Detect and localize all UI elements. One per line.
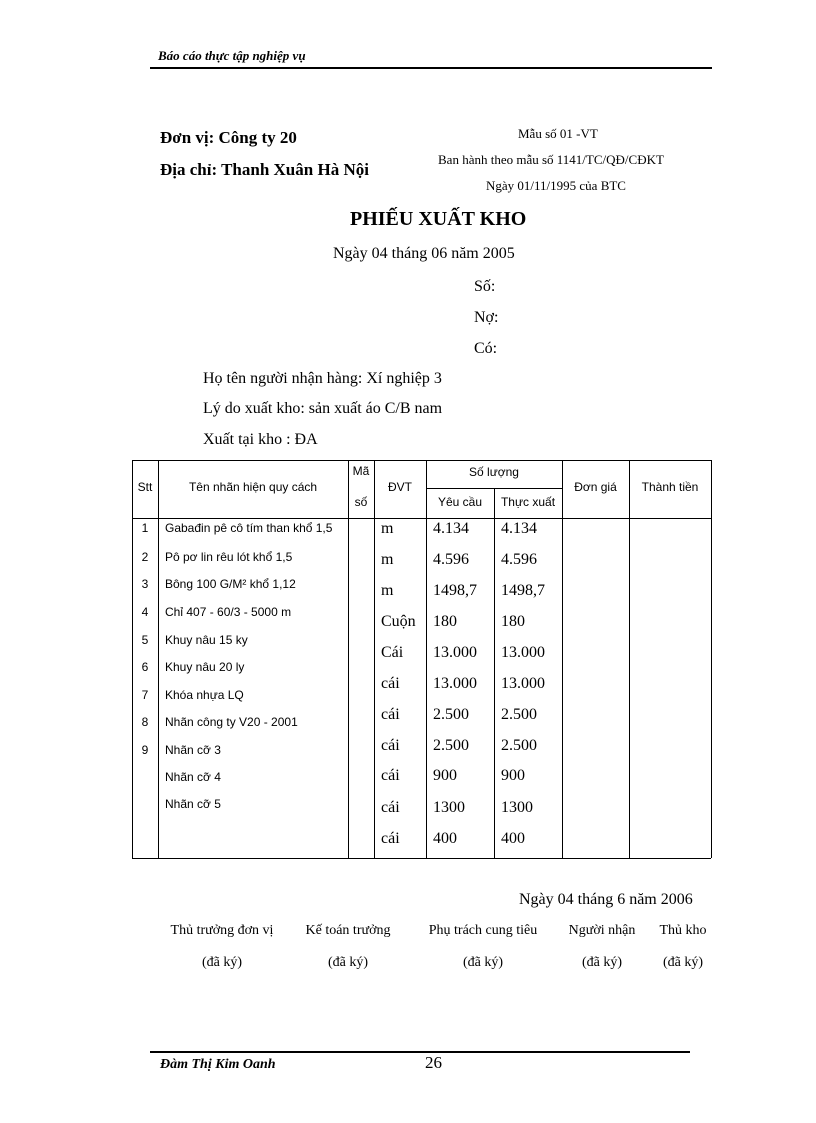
item-actual: 400 <box>501 830 525 847</box>
item-unit: Cái <box>381 644 404 661</box>
item-actual: 180 <box>501 613 525 630</box>
row-stt: 4 <box>141 605 149 619</box>
col-rule <box>711 460 712 858</box>
item-actual: 1498,7 <box>501 582 545 599</box>
col-rule <box>348 460 349 858</box>
header-amount: Thành tiền <box>641 480 699 494</box>
signer-role: Người nhận <box>568 923 636 938</box>
col-rule <box>426 460 427 858</box>
table-border-top <box>132 460 711 461</box>
header-quantity: Số lượng <box>469 465 519 479</box>
item-name: Chỉ 407 - 60/3 - 5000 m <box>165 605 292 619</box>
signer-role: Thủ trưởng đơn vị <box>170 923 274 938</box>
row-stt: 1 <box>141 521 149 535</box>
item-actual: 2.500 <box>501 706 537 723</box>
form-decree-date: Ngày 01/11/1995 của BTC <box>486 178 626 193</box>
col-rule <box>132 460 133 858</box>
header-actual: Thực xuất <box>500 495 556 509</box>
item-name: Nhãn cỡ 3 <box>165 743 221 757</box>
item-name: Nhãn cỡ 5 <box>165 797 221 811</box>
item-requested: 2.500 <box>433 737 469 754</box>
header-code-line2: số <box>354 495 368 509</box>
item-name: Nhãn công ty V20 - 2001 <box>165 715 298 729</box>
table-header-rule <box>132 518 711 519</box>
signer-role: Kế toán trưởng <box>305 923 391 938</box>
company-address: Địa chỉ: Thanh Xuân Hà Nội <box>160 160 369 179</box>
item-requested: 13.000 <box>433 675 477 692</box>
signer-status: (đã ký) <box>662 955 704 970</box>
document-title: PHIẾU XUẤT KHO <box>350 208 527 230</box>
item-name: Nhãn cỡ 4 <box>165 770 221 784</box>
row-stt: 7 <box>141 688 149 702</box>
item-requested: 4.134 <box>433 520 469 537</box>
col-rule <box>374 460 375 858</box>
item-name: Pô pơ lin rêu lót khổ 1,5 <box>165 550 293 564</box>
page-header: Báo cáo thực tập nghiệp vụ <box>158 48 306 63</box>
document-date: Ngày 04 tháng 06 năm 2005 <box>333 245 515 262</box>
item-unit: m <box>381 551 394 568</box>
item-unit: m <box>381 582 394 599</box>
item-requested: 900 <box>433 767 457 784</box>
item-requested: 4.596 <box>433 551 469 568</box>
receiver-line: Họ tên người nhận hàng: Xí nghiệp 3 <box>203 370 442 387</box>
item-requested: 2.500 <box>433 706 469 723</box>
item-unit: cái <box>381 706 400 723</box>
company-unit: Đơn vị: Công ty 20 <box>160 128 297 147</box>
item-actual: 900 <box>501 767 525 784</box>
footer-author: Đàm Thị Kim Oanh <box>160 1057 276 1072</box>
table-border-bottom <box>132 858 711 859</box>
item-unit: cái <box>381 767 400 784</box>
item-requested: 400 <box>433 830 457 847</box>
item-name: Khuy nâu 15 ky <box>165 633 248 647</box>
header-requested: Yêu cầu <box>437 495 483 509</box>
col-rule <box>158 460 159 858</box>
row-stt: 3 <box>141 577 149 591</box>
col-rule <box>562 460 563 858</box>
signer-role: Thủ kho <box>659 923 707 938</box>
header-name: Tên nhãn hiện quy cách <box>188 480 318 494</box>
item-actual: 13.000 <box>501 644 545 661</box>
page-number: 26 <box>425 1053 442 1072</box>
signer-status: (đã ký) <box>201 955 243 970</box>
row-stt: 2 <box>141 550 149 564</box>
header-rule <box>150 67 712 69</box>
row-stt: 9 <box>141 743 149 757</box>
row-stt: 5 <box>141 633 149 647</box>
signer-status: (đã ký) <box>462 955 504 970</box>
item-requested: 1498,7 <box>433 582 477 599</box>
row-stt: 8 <box>141 715 149 729</box>
col-rule <box>494 488 495 858</box>
signer-role: Phụ trách cung tiêu <box>428 923 538 938</box>
form-decree: Ban hành theo mẫu số 1141/TC/QĐ/CĐKT <box>438 152 664 167</box>
item-unit: cái <box>381 675 400 692</box>
footer-rule <box>150 1051 690 1053</box>
item-unit: m <box>381 520 394 537</box>
item-unit: cái <box>381 799 400 816</box>
col-rule <box>629 460 630 858</box>
item-requested: 1300 <box>433 799 465 816</box>
item-actual: 4.596 <box>501 551 537 568</box>
signer-status: (đã ký) <box>327 955 369 970</box>
item-actual: 13.000 <box>501 675 545 692</box>
item-actual: 4.134 <box>501 520 537 537</box>
item-actual: 2.500 <box>501 737 537 754</box>
ledger-no: Nợ: <box>474 309 499 326</box>
item-unit: cái <box>381 737 400 754</box>
item-unit: Cuộn <box>381 613 416 630</box>
item-name: Khóa nhựa LQ <box>165 688 244 702</box>
signer-status: (đã ký) <box>581 955 623 970</box>
item-actual: 1300 <box>501 799 533 816</box>
item-unit: cái <box>381 830 400 847</box>
header-unit: ĐVT <box>388 480 412 494</box>
warehouse-line: Xuất tại kho : ĐA <box>203 431 318 448</box>
ledger-so: Số: <box>474 278 496 295</box>
reason-line: Lý do xuất kho: sản xuất áo C/B nam <box>203 400 443 417</box>
item-requested: 13.000 <box>433 644 477 661</box>
form-number: Mẫu số 01 -VT <box>518 126 598 141</box>
ledger-co: Có: <box>474 340 498 357</box>
item-requested: 180 <box>433 613 457 630</box>
item-name: Khuy nâu 20 ly <box>165 660 245 674</box>
signing-date: Ngày 04 tháng 6 năm 2006 <box>519 891 693 908</box>
row-stt: 6 <box>141 660 149 674</box>
item-name: Gabađin pê cô tím than khổ 1,5 <box>165 521 333 535</box>
header-unit-price: Đơn giá <box>574 480 617 494</box>
header-code-line1: Mã <box>352 464 370 478</box>
item-name: Bông 100 G/M² khổ 1,12 <box>165 577 296 591</box>
header-stt: Stt <box>137 480 153 494</box>
